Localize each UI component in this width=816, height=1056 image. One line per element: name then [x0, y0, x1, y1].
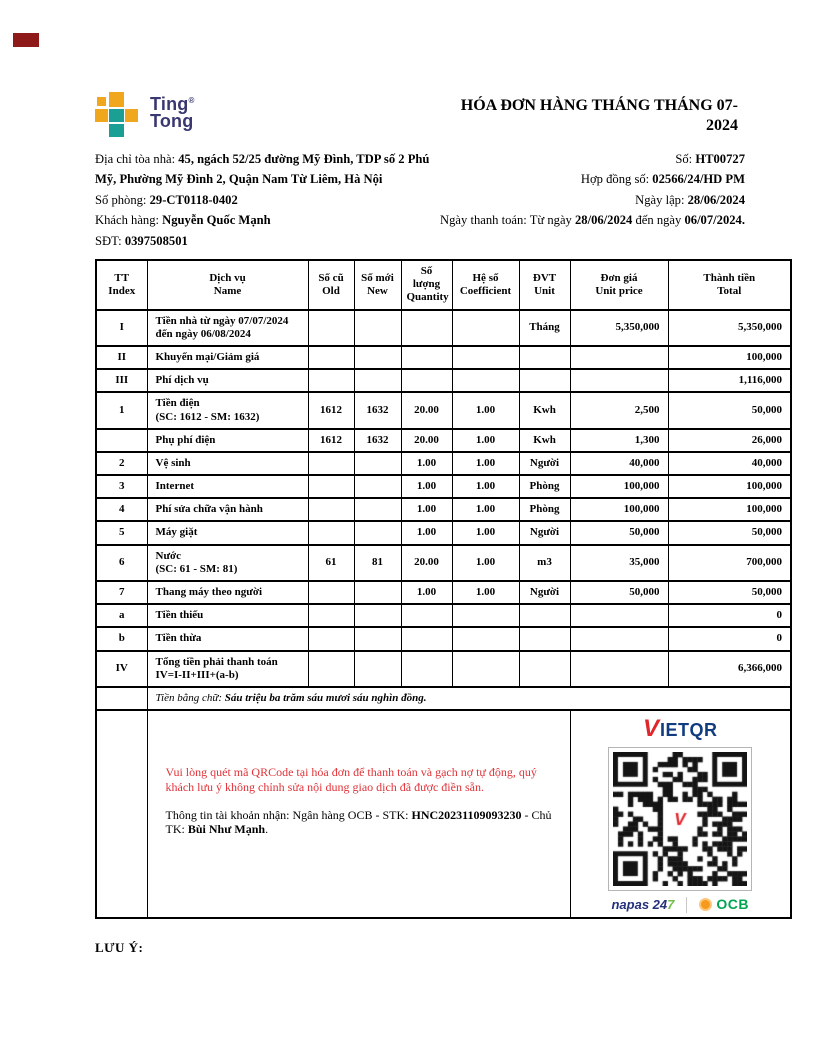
- logo-square-amber: [95, 109, 108, 122]
- table-cell-price: 2,500: [570, 392, 668, 428]
- table-cell-old: [308, 604, 354, 627]
- table-cell-coef: 1.00: [452, 498, 519, 521]
- table-header-row: [96, 260, 791, 310]
- table-cell-unit: Phòng: [519, 498, 570, 521]
- table-cell-old: [308, 452, 354, 475]
- table-cell-name: Tiền thiếu: [147, 604, 308, 627]
- table-cell-old: [308, 475, 354, 498]
- table-cell-price: 100,000: [570, 475, 668, 498]
- contract-number: Hợp đồng số: 02566/24/HD PM: [580, 172, 745, 187]
- table-cell-qty: 1.00: [401, 452, 452, 475]
- table-cell-name: Tiền nhà từ ngày 07/07/2024 đến ngày 06/08/2024: [147, 310, 308, 346]
- table-cell-new: [354, 498, 401, 521]
- table-cell-old: [308, 521, 354, 544]
- invoice-number: Số: HT00727: [675, 152, 745, 166]
- table-cell-coef: [452, 627, 519, 650]
- room-line: Số phòng: 29-CT0118-0402 Ngày lập: 28/06/2024: [95, 192, 745, 207]
- table-cell-qty: 1.00: [401, 521, 452, 544]
- col-header-unit: ĐVT Unit: [519, 260, 570, 310]
- table-cell-coef: 1.00: [452, 452, 519, 475]
- table-cell-tt: [96, 429, 147, 452]
- table-cell-coef: [452, 346, 519, 369]
- table-cell-new: [354, 627, 401, 650]
- table-cell-qty: 20.00: [401, 392, 452, 428]
- table-cell-tt: III: [96, 369, 147, 392]
- table-cell-coef: 1.00: [452, 521, 519, 544]
- table-cell-unit: [519, 604, 570, 627]
- table-cell-new: 1632: [354, 429, 401, 452]
- table-row: [96, 581, 791, 604]
- table-cell-price: 50,000: [570, 581, 668, 604]
- table-cell-tt: I: [96, 310, 147, 346]
- table-cell-qty: [401, 369, 452, 392]
- table-cell-empty: [96, 687, 147, 710]
- table-cell-old: [308, 651, 354, 687]
- table-cell-coef: 1.00: [452, 545, 519, 581]
- table-cell-new: [354, 521, 401, 544]
- table-cell-new: 1632: [354, 392, 401, 428]
- table-cell-total: 100,000: [668, 498, 791, 521]
- table-cell-qty: [401, 310, 452, 346]
- table-cell-price: [570, 604, 668, 627]
- table-row: [96, 452, 791, 475]
- logo-square-teal: [109, 109, 124, 122]
- logo-square-amber: [109, 92, 124, 107]
- table-cell-coef: 1.00: [452, 581, 519, 604]
- table-cell-tt: 6: [96, 545, 147, 581]
- col-header-new: Số mới New: [354, 260, 401, 310]
- table-row: [96, 604, 791, 627]
- corner-marker: [13, 33, 39, 47]
- table-cell-new: [354, 369, 401, 392]
- table-cell-tt: 3: [96, 475, 147, 498]
- table-cell-name: Vệ sinh: [147, 452, 308, 475]
- table-cell-old: [308, 627, 354, 650]
- table-cell-total: 0: [668, 627, 791, 650]
- table-cell-unit: [519, 346, 570, 369]
- payment-scheme-logos: [576, 896, 786, 913]
- col-header-unit-price: Đơn giá Unit price: [570, 260, 668, 310]
- table-cell-name: Tiền điện (SC: 1612 - SM: 1632): [147, 392, 308, 428]
- table-row: [96, 651, 791, 687]
- table-cell-total: 6,366,000: [668, 651, 791, 687]
- table-cell-total: 100,000: [668, 475, 791, 498]
- tingtong-logo-text: Ting® Tong: [150, 94, 195, 131]
- payment-period: Ngày thanh toán: Từ ngày 28/06/2024 đến ngày 06/07/2024.: [440, 213, 745, 228]
- col-header-old: Số cũ Old: [308, 260, 354, 310]
- table-cell-new: 81: [354, 545, 401, 581]
- qr-cell: [570, 710, 791, 918]
- table-cell-name: Phụ phí điện: [147, 429, 308, 452]
- table-cell-total: 100,000: [668, 346, 791, 369]
- payment-row: [96, 710, 791, 918]
- table-cell-price: 100,000: [570, 498, 668, 521]
- table-cell-price: 1,300: [570, 429, 668, 452]
- table-cell-unit: Kwh: [519, 392, 570, 428]
- address-line-2: Mỹ, Phường Mỹ Đình 2, Quận Nam Từ Liêm, Hà Nội Hợp đồng số: 02566/24/HD PM: [95, 172, 745, 187]
- table-cell-tt: IV: [96, 651, 147, 687]
- table-cell-price: 35,000: [570, 545, 668, 581]
- table-cell-new: [354, 310, 401, 346]
- table-cell-coef: 1.00: [452, 429, 519, 452]
- table-cell-name: Phí dịch vụ: [147, 369, 308, 392]
- invoice-table-body: [96, 310, 791, 687]
- table-cell-new: [354, 452, 401, 475]
- table-cell-total: 700,000: [668, 545, 791, 581]
- table-cell-unit: [519, 627, 570, 650]
- table-cell-new: [354, 346, 401, 369]
- col-header-total: Thành tiền Total: [668, 260, 791, 310]
- table-cell-old: [308, 498, 354, 521]
- table-cell-tt: a: [96, 604, 147, 627]
- table-row: [96, 475, 791, 498]
- table-cell-tt: 5: [96, 521, 147, 544]
- table-cell-total: 5,350,000: [668, 310, 791, 346]
- table-cell-tt: 7: [96, 581, 147, 604]
- amount-in-words-row: [96, 687, 791, 710]
- table-cell-unit: Người: [519, 521, 570, 544]
- table-cell-old: 1612: [308, 392, 354, 428]
- table-row: [96, 310, 791, 346]
- table-cell-total: 50,000: [668, 392, 791, 428]
- table-cell-name: Tiền thừa: [147, 627, 308, 650]
- table-cell-price: 5,350,000: [570, 310, 668, 346]
- table-cell-unit: m3: [519, 545, 570, 581]
- logo-square-amber: [125, 109, 138, 122]
- vietqr-logo: VIETQR: [642, 715, 718, 743]
- table-row: [96, 498, 791, 521]
- table-cell-qty: [401, 627, 452, 650]
- logo-divider: [686, 897, 687, 913]
- ocb-logo: OCB: [699, 896, 749, 913]
- table-cell-price: 50,000: [570, 521, 668, 544]
- table-cell-price: [570, 369, 668, 392]
- table-cell-total: 1,116,000: [668, 369, 791, 392]
- col-header-quantity: Số lượng Quantity: [401, 260, 452, 310]
- table-cell-price: [570, 651, 668, 687]
- payment-note-cell: [147, 710, 570, 918]
- table-cell-unit: [519, 369, 570, 392]
- tingtong-logo: [95, 92, 195, 138]
- table-cell-price: [570, 627, 668, 650]
- col-header-coefficient: Hệ số Coefficient: [452, 260, 519, 310]
- table-cell-total: 26,000: [668, 429, 791, 452]
- table-cell-unit: Người: [519, 581, 570, 604]
- table-row: [96, 627, 791, 650]
- ocb-icon: [699, 898, 712, 911]
- table-row: [96, 429, 791, 452]
- table-cell-qty: [401, 651, 452, 687]
- table-cell-tt: 2: [96, 452, 147, 475]
- notes-label: LƯU Ý:: [95, 940, 144, 955]
- table-cell-coef: 1.00: [452, 475, 519, 498]
- invoice-table: [95, 259, 792, 919]
- table-cell-total: 50,000: [668, 521, 791, 544]
- table-cell-old: [308, 310, 354, 346]
- table-cell-name: Máy giặt: [147, 521, 308, 544]
- address-line-1: Địa chỉ tòa nhà: 45, ngách 52/25 đường Mỹ Đình, TDP số 2 Phú Số: HT00727: [95, 152, 745, 166]
- table-cell-unit: Phòng: [519, 475, 570, 498]
- table-cell-qty: 1.00: [401, 581, 452, 604]
- registered-mark: ®: [188, 96, 195, 105]
- table-cell-old: 1612: [308, 429, 354, 452]
- table-cell-qty: 20.00: [401, 545, 452, 581]
- table-cell-old: [308, 369, 354, 392]
- table-cell-old: [308, 346, 354, 369]
- table-row: [96, 521, 791, 544]
- payment-warning-text: Vui lòng quét mã QRCode tại hóa đơn để thanh toán và gạch nợ tự động, quý khách lưu ý không chỉnh sửa nội dung giao dịch đã được điền sẵn.: [165, 765, 537, 794]
- table-row: [96, 346, 791, 369]
- table-cell-new: [354, 581, 401, 604]
- table-row: [96, 545, 791, 581]
- table-cell-total: 0: [668, 604, 791, 627]
- table-cell-new: [354, 475, 401, 498]
- table-cell-total: 40,000: [668, 452, 791, 475]
- table-cell-new: [354, 651, 401, 687]
- table-cell-tt: 1: [96, 392, 147, 428]
- payment-account-text: Thông tin tài khoản nhận: Ngân hàng OCB - STK: HNC20231109093230 - Chủ TK: Bùi Như Mạnh.: [165, 807, 552, 837]
- table-cell-name: Phí sửa chữa vận hành: [147, 498, 308, 521]
- table-cell-empty: [96, 710, 147, 918]
- amount-in-words: Tiền bằng chữ: Sáu triệu ba trăm sáu mươi sáu nghìn đồng.: [147, 687, 791, 710]
- table-cell-price: [570, 346, 668, 369]
- table-cell-price: 40,000: [570, 452, 668, 475]
- table-cell-tt: 4: [96, 498, 147, 521]
- table-cell-coef: [452, 604, 519, 627]
- table-cell-tt: b: [96, 627, 147, 650]
- table-cell-tt: II: [96, 346, 147, 369]
- table-cell-name: Tổng tiền phải thanh toán IV=I-II+III+(a-b): [147, 651, 308, 687]
- col-header-index: TT Index: [96, 260, 147, 310]
- phone-line: SĐT: 0397508501: [95, 233, 188, 248]
- table-cell-name: Nước (SC: 61 - SM: 81): [147, 545, 308, 581]
- table-cell-coef: 1.00: [452, 392, 519, 428]
- table-cell-unit: Kwh: [519, 429, 570, 452]
- table-cell-unit: Tháng: [519, 310, 570, 346]
- table-cell-new: [354, 604, 401, 627]
- customer-line: Khách hàng: Nguyễn Quốc Mạnh Ngày thanh toán: Từ ngày 28/06/2024 đến ngày 06/07/2024.: [95, 213, 745, 228]
- invoice-info-block: [95, 152, 745, 254]
- table-cell-qty: 20.00: [401, 429, 452, 452]
- col-header-name: Dịch vụ Name: [147, 260, 308, 310]
- table-row: [96, 369, 791, 392]
- table-cell-coef: [452, 369, 519, 392]
- table-cell-qty: 1.00: [401, 475, 452, 498]
- table-cell-old: [308, 581, 354, 604]
- table-cell-old: 61: [308, 545, 354, 581]
- table-cell-coef: [452, 310, 519, 346]
- table-cell-name: Khuyến mại/Giảm giá: [147, 346, 308, 369]
- table-cell-qty: [401, 346, 452, 369]
- qr-code-frame: [608, 747, 752, 891]
- logo-square-amber: [97, 97, 106, 106]
- table-row: [96, 392, 791, 428]
- invoice-title: HÓA ĐƠN HÀNG THÁNG THÁNG 07-2024: [460, 97, 738, 134]
- table-cell-total: 50,000: [668, 581, 791, 604]
- table-cell-qty: 1.00: [401, 498, 452, 521]
- tingtong-logo-icon: [95, 92, 141, 138]
- issue-date: Ngày lập: 28/06/2024: [635, 192, 745, 207]
- table-cell-unit: [519, 651, 570, 687]
- table-cell-name: Thang máy theo người: [147, 581, 308, 604]
- table-cell-unit: Người: [519, 452, 570, 475]
- invoice-table-footer: [96, 687, 791, 918]
- napas-247-logo: napas 247: [611, 896, 675, 912]
- qr-code: [613, 752, 747, 886]
- table-cell-coef: [452, 651, 519, 687]
- logo-square-teal: [109, 124, 124, 137]
- table-cell-name: Internet: [147, 475, 308, 498]
- table-cell-qty: [401, 604, 452, 627]
